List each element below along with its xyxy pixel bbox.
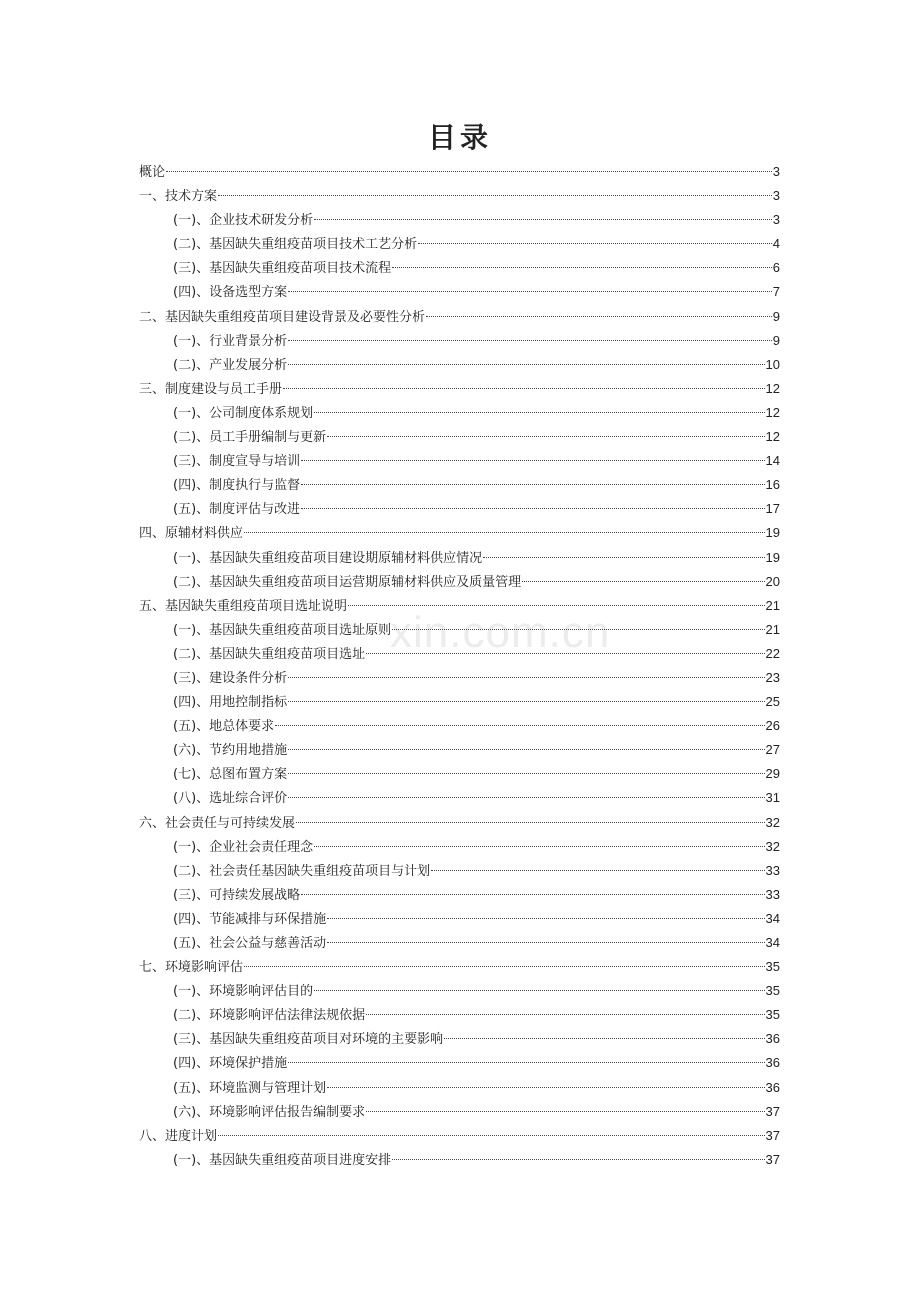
toc-entry[interactable] bbox=[139, 979, 780, 1003]
toc-entry-page: 36 bbox=[765, 1031, 780, 1047]
watermark: xin.com.cn bbox=[390, 608, 611, 657]
toc-entry[interactable] bbox=[139, 1148, 780, 1172]
toc-dot-leader bbox=[327, 942, 764, 943]
toc-entry-label: 一、技术方案 bbox=[139, 189, 218, 205]
toc-dot-leader bbox=[288, 1062, 764, 1063]
toc-entry-page: 29 bbox=[765, 766, 780, 782]
toc-entry-label: (二)、产业发展分析 bbox=[173, 357, 288, 373]
toc-dot-leader bbox=[301, 484, 764, 485]
toc-dot-leader bbox=[288, 773, 764, 774]
toc-dot-leader bbox=[392, 629, 764, 630]
toc-entry-page: 9 bbox=[772, 308, 780, 324]
toc-dot-leader bbox=[314, 219, 772, 220]
toc-entry-label: (一)、企业技术研发分析 bbox=[173, 213, 314, 229]
toc-entry-label: 二、基因缺失重组疫苗项目建设背景及必要性分析 bbox=[139, 309, 426, 325]
toc-entry[interactable] bbox=[139, 859, 780, 883]
toc-entry-page: 21 bbox=[765, 597, 780, 613]
toc-entry-label: (一)、行业背景分析 bbox=[173, 333, 288, 349]
toc-dot-leader bbox=[431, 870, 764, 871]
table-of-contents bbox=[139, 160, 780, 1172]
toc-entry-label: 五、基因缺失重组疫苗项目选址说明 bbox=[139, 598, 348, 614]
toc-entry-page: 31 bbox=[765, 790, 780, 806]
toc-entry-label: (三)、基因缺失重组疫苗项目技术流程 bbox=[173, 261, 392, 277]
toc-entry-page: 20 bbox=[765, 573, 780, 589]
toc-entry-page: 3 bbox=[772, 212, 780, 228]
toc-entry-page: 36 bbox=[765, 1079, 780, 1095]
toc-entry[interactable] bbox=[139, 473, 780, 497]
toc-dot-leader bbox=[296, 822, 765, 823]
toc-entry[interactable] bbox=[139, 666, 780, 690]
toc-entry-page: 12 bbox=[765, 404, 780, 420]
toc-entry[interactable] bbox=[139, 329, 780, 353]
toc-dot-leader bbox=[314, 990, 764, 991]
toc-dot-leader bbox=[218, 1135, 765, 1136]
toc-entry-page: 17 bbox=[765, 501, 780, 517]
toc-entry-label: (一)、公司制度体系规划 bbox=[173, 405, 314, 421]
toc-entry[interactable] bbox=[139, 762, 780, 786]
toc-entry-label: 六、社会责任与可持续发展 bbox=[139, 815, 296, 831]
toc-entry-label: 四、原辅材料供应 bbox=[139, 526, 244, 542]
toc-entry-page: 37 bbox=[765, 1151, 780, 1167]
toc-entry[interactable] bbox=[139, 256, 780, 280]
toc-entry[interactable] bbox=[139, 931, 780, 955]
toc-entry-label: 三、制度建设与员工手册 bbox=[139, 381, 283, 397]
toc-entry-page: 19 bbox=[765, 525, 780, 541]
toc-entry-label: (八)、选址综合评价 bbox=[173, 791, 288, 807]
toc-entry[interactable] bbox=[139, 738, 780, 762]
toc-dot-leader bbox=[483, 557, 764, 558]
toc-entry-label: (一)、基因缺失重组疫苗项目建设期原辅材料供应情况 bbox=[173, 550, 483, 566]
toc-entry-label: 概论 bbox=[139, 165, 166, 180]
toc-entry[interactable] bbox=[139, 546, 780, 570]
toc-entry[interactable] bbox=[139, 1051, 780, 1075]
toc-entry-page: 32 bbox=[765, 838, 780, 854]
toc-dot-leader bbox=[327, 436, 764, 437]
toc-dot-leader bbox=[283, 388, 765, 389]
toc-entry-page: 7 bbox=[772, 284, 780, 300]
toc-entry[interactable] bbox=[139, 835, 780, 859]
toc-entry[interactable] bbox=[139, 1100, 780, 1124]
toc-dot-leader bbox=[418, 243, 772, 244]
toc-entry[interactable] bbox=[139, 714, 780, 738]
toc-dot-leader bbox=[288, 749, 764, 750]
toc-entry-label: (五)、环境监测与管理计划 bbox=[173, 1080, 327, 1096]
toc-entry-page: 6 bbox=[772, 260, 780, 276]
toc-entry[interactable] bbox=[139, 690, 780, 714]
toc-entry-label: (三)、基因缺失重组疫苗项目对环境的主要影响 bbox=[173, 1032, 444, 1048]
toc-entry[interactable] bbox=[139, 184, 780, 208]
toc-entry[interactable] bbox=[139, 401, 780, 425]
toc-entry-page: 12 bbox=[765, 380, 780, 396]
toc-entry-page: 36 bbox=[765, 1055, 780, 1071]
toc-entry-label: (二)、基因缺失重组疫苗项目技术工艺分析 bbox=[173, 237, 418, 253]
toc-entry-page: 22 bbox=[765, 645, 780, 661]
toc-entry-page: 12 bbox=[765, 429, 780, 445]
toc-entry-label: (三)、建设条件分析 bbox=[173, 670, 288, 686]
toc-entry-label: (六)、环境影响评估报告编制要求 bbox=[173, 1104, 366, 1120]
toc-entry-label: (一)、环境影响评估目的 bbox=[173, 984, 314, 1000]
toc-dot-leader bbox=[244, 966, 765, 967]
toc-dot-leader bbox=[348, 605, 765, 606]
toc-entry-label: (一)、企业社会责任理念 bbox=[173, 839, 314, 855]
toc-dot-leader bbox=[244, 532, 765, 533]
toc-entry-label: (一)、基因缺失重组疫苗项目进度安排 bbox=[173, 1152, 392, 1168]
toc-dot-leader bbox=[392, 267, 772, 268]
toc-entry-page: 19 bbox=[765, 549, 780, 565]
toc-entry-label: (三)、制度宣导与培训 bbox=[173, 454, 301, 470]
toc-dot-leader bbox=[275, 725, 764, 726]
toc-entry-page: 27 bbox=[765, 742, 780, 758]
toc-entry-label: (五)、社会公益与慈善活动 bbox=[173, 936, 327, 951]
toc-entry-page: 4 bbox=[772, 236, 780, 252]
toc-entry-page: 35 bbox=[765, 983, 780, 999]
toc-entry[interactable] bbox=[139, 1076, 780, 1100]
toc-entry-page: 33 bbox=[765, 886, 780, 902]
toc-entry-label: (四)、节能减排与环保措施 bbox=[173, 911, 327, 927]
toc-entry-label: 七、环境影响评估 bbox=[139, 960, 244, 976]
toc-entry[interactable] bbox=[139, 232, 780, 256]
toc-dot-leader bbox=[366, 653, 764, 654]
toc-entry-label: 八、进度计划 bbox=[139, 1128, 218, 1144]
toc-entry[interactable] bbox=[139, 280, 780, 304]
toc-entry-label: (二)、员工手册编制与更新 bbox=[173, 430, 327, 446]
toc-dot-leader bbox=[392, 1159, 764, 1160]
toc-dot-leader bbox=[327, 1087, 764, 1088]
toc-entry[interactable] bbox=[139, 305, 780, 329]
toc-entry[interactable] bbox=[139, 570, 780, 594]
toc-entry-page: 35 bbox=[765, 959, 780, 975]
toc-dot-leader bbox=[288, 340, 772, 341]
toc-entry-label: (二)、社会责任基因缺失重组疫苗项目与计划 bbox=[173, 863, 431, 879]
toc-entry-page: 37 bbox=[765, 1103, 780, 1119]
toc-entry-page: 32 bbox=[765, 814, 780, 830]
toc-entry-page: 25 bbox=[765, 694, 780, 710]
toc-entry-label: (二)、基因缺失重组疫苗项目选址 bbox=[173, 646, 366, 662]
toc-entry[interactable] bbox=[139, 353, 780, 377]
toc-entry[interactable] bbox=[139, 1124, 780, 1148]
toc-entry-label: (三)、可持续发展战略 bbox=[173, 887, 301, 903]
toc-entry[interactable] bbox=[139, 497, 780, 521]
toc-entry-page: 21 bbox=[765, 621, 780, 637]
toc-entry-page: 34 bbox=[765, 935, 780, 950]
toc-entry[interactable] bbox=[139, 449, 780, 473]
toc-entry[interactable] bbox=[139, 425, 780, 449]
toc-dot-leader bbox=[166, 171, 772, 172]
toc-entry[interactable] bbox=[139, 883, 780, 907]
toc-entry-label: (五)、制度评估与改进 bbox=[173, 502, 301, 518]
toc-entry-page: 14 bbox=[765, 453, 780, 469]
toc-entry-page: 9 bbox=[772, 332, 780, 348]
toc-entry-page: 35 bbox=[765, 1007, 780, 1023]
toc-dot-leader bbox=[288, 701, 764, 702]
page-title: 目录 bbox=[427, 121, 492, 154]
toc-dot-leader bbox=[218, 195, 772, 196]
toc-entry-page: 16 bbox=[765, 477, 780, 493]
toc-entry-page: 10 bbox=[765, 356, 780, 372]
toc-entry[interactable] bbox=[139, 955, 780, 979]
toc-entry-label: (二)、基因缺失重组疫苗项目运营期原辅材料供应及质量管理 bbox=[173, 574, 522, 590]
toc-dot-leader bbox=[366, 1014, 764, 1015]
toc-entry-page: 34 bbox=[765, 910, 780, 926]
toc-entry-label: (五)、地总体要求 bbox=[173, 719, 275, 735]
toc-entry[interactable] bbox=[139, 594, 780, 618]
toc-dot-leader bbox=[301, 508, 764, 509]
toc-dot-leader bbox=[426, 316, 772, 317]
toc-entry-page: 37 bbox=[765, 1127, 780, 1143]
toc-entry-page: 3 bbox=[772, 164, 780, 179]
toc-entry[interactable] bbox=[139, 618, 780, 642]
toc-dot-leader bbox=[366, 1111, 764, 1112]
toc-entry-page: 26 bbox=[765, 718, 780, 734]
toc-dot-leader bbox=[314, 412, 764, 413]
toc-entry-label: (二)、环境影响评估法律法规依据 bbox=[173, 1008, 366, 1024]
toc-entry[interactable] bbox=[139, 786, 780, 810]
toc-entry-page: 3 bbox=[772, 188, 780, 204]
toc-entry-label: (四)、用地控制指标 bbox=[173, 695, 288, 711]
toc-dot-leader bbox=[288, 797, 764, 798]
toc-entry-label: (六)、节约用地措施 bbox=[173, 743, 288, 759]
toc-dot-leader bbox=[288, 677, 764, 678]
toc-dot-leader bbox=[288, 364, 764, 365]
toc-dot-leader bbox=[301, 460, 764, 461]
toc-entry[interactable] bbox=[139, 377, 780, 401]
toc-dot-leader bbox=[301, 894, 764, 895]
toc-entry[interactable] bbox=[139, 208, 780, 232]
toc-dot-leader bbox=[327, 918, 764, 919]
toc-entry-label: (七)、总图布置方案 bbox=[173, 767, 288, 783]
toc-entry[interactable] bbox=[139, 1003, 780, 1027]
toc-entry[interactable] bbox=[139, 521, 780, 545]
toc-entry-page: 33 bbox=[765, 862, 780, 878]
toc-entry[interactable] bbox=[139, 811, 780, 835]
toc-entry[interactable] bbox=[139, 907, 780, 931]
toc-entry-label: (四)、环境保护措施 bbox=[173, 1056, 288, 1072]
toc-entry-label: (四)、制度执行与监督 bbox=[173, 478, 301, 494]
toc-entry-label: (四)、设备选型方案 bbox=[173, 285, 288, 301]
toc-dot-leader bbox=[444, 1038, 764, 1039]
toc-dot-leader bbox=[288, 291, 772, 292]
toc-dot-leader bbox=[314, 846, 764, 847]
toc-entry[interactable] bbox=[139, 1027, 780, 1051]
toc-entry-label: (一)、基因缺失重组疫苗项目选址原则 bbox=[173, 622, 392, 638]
toc-dot-leader bbox=[522, 581, 764, 582]
toc-entry[interactable] bbox=[139, 160, 780, 184]
toc-entry-page: 23 bbox=[765, 669, 780, 685]
toc-entry[interactable] bbox=[139, 642, 780, 666]
